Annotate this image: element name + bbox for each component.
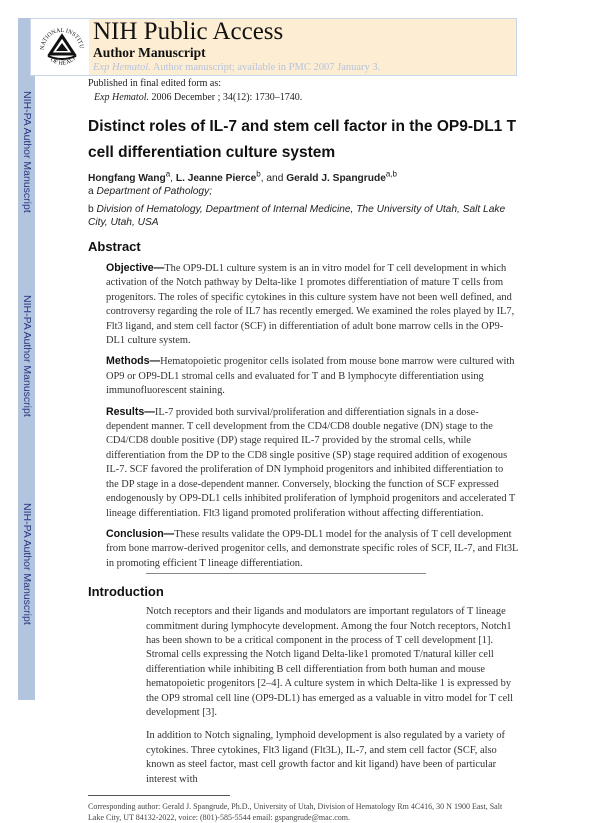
section-label: Results—: [106, 405, 155, 418]
affiliation-text: Department of Pathology;: [96, 186, 213, 197]
author-affiliation-mark: a: [165, 169, 171, 179]
svg-text:OF HEALTH: OF HEALT: [48, 55, 78, 67]
nih-header: [30, 18, 517, 76]
author-name: Gerald J. Spangrude: [286, 173, 386, 184]
author-name: Hongfang Wang: [88, 173, 166, 184]
sidebar-label: NIH-PA Author Manuscript: [21, 295, 33, 417]
availability-line: [93, 61, 380, 74]
intro-paragraph: Notch receptors and their ligands and modulators are important regulators of T lineage commitment during lymphocyte development. Among the four Notch receptors, Notch1 has been shown to be a critical component in the process of T cell development [1]. Stromal cells expressing the Notch ligand Delta-like1 promoted T/natural killer cell differentiation while inhibiting B cell differentiation from both human and mouse hematopoietic progenitors [2–4]. A culture system in which Delta-like 1 is expressed by the OP9 stromal cell line (OP9-DL1) has emerged as a valuable in vitro model for T cell development [3].: [146, 606, 514, 718]
affiliation-b: [88, 203, 518, 229]
sidebar-label: NIH-PA Author Manuscript: [21, 503, 33, 625]
sidebar-label: NIH-PA Author Manuscript: [21, 91, 33, 213]
section-text: IL-7 provided both survival/proliferation and differentiation signals in a dose-dependent manner. T cell development from the CD4/CD8 double negative (DN) stage to the CD4/CD8 double positive (DP) stage required IL-7 provided by the stromal cells, while differentiation from the DP to the CD8 single positive (SP) stage required addition of exogenous IL-7. SCF favored the proliferation of DN lymphoid progenitors and inhibited differentiation to the DP stage in a dose-dependent manner. Conversely, blocking the function of SCF expressed endogenously by OP9-DL1 cells inhibited proliferation of lymphoid progenitors and accelerated T lineage differentiation. Flt3 ligand promoted proliferation without affecting differentiation.: [106, 406, 516, 519]
section-label: Methods—: [106, 355, 161, 368]
published-label: Published in final edited form as:: [88, 78, 222, 89]
publication-info: [88, 77, 518, 105]
abstract-heading: Abstract: [88, 239, 141, 254]
abstract-results: [106, 405, 518, 521]
author-separator: ,: [170, 173, 176, 184]
corresponding-author-footnote: Corresponding author: Gerald J. Spangrude, Ph.D., University of Utah, Division of Hematology Rm 4C416, 30 N 1900 East, Salt Lake City, UT 84132-2022, voice: (801)-585-5544 email: gspangrude@mac.com.: [88, 802, 503, 822]
citation: [88, 91, 518, 105]
article-title: Distinct roles of IL-7 and stem cell factor in the OP9-DL1 T cell differentiation culture system: [88, 118, 517, 161]
author-affiliation-mark: a,b: [385, 169, 397, 179]
citation-details: 2006 December ; 34(12): 1730–1740.: [149, 92, 303, 103]
author-name: L. Jeanne Pierce: [175, 173, 257, 184]
author-separator: , and: [260, 173, 287, 184]
svg-text:NATIONAL INSTITUTES: NATIONAL INSTITU: [39, 27, 85, 51]
divider: [146, 573, 426, 574]
header-banner: [89, 19, 516, 75]
intro-paragraph: In addition to Notch signaling, lymphoid development is also regulated by a variety of cytokines. Three cytokines, Flt3 ligand (Flt3L), IL-7, and stem cell factor (SCF, also known as steel factor, mast cell growth factor and kit ligand) have been of particular interest with: [146, 730, 505, 785]
affiliation-mark: b: [88, 204, 97, 215]
header-subtitle: Author Manuscript: [93, 45, 206, 60]
footnote-divider: [88, 795, 230, 796]
nih-logo: [36, 20, 88, 74]
affiliation-mark: a: [88, 186, 97, 197]
journal-name: Exp Hematol.: [93, 62, 151, 73]
introduction-heading: Introduction: [88, 584, 164, 600]
author-affiliation-mark: b: [256, 169, 261, 179]
section-label: Objective—: [106, 262, 165, 274]
affiliation-a: [88, 185, 518, 198]
abstract-objective: [106, 261, 518, 348]
abstract-methods: [106, 354, 518, 398]
affiliation-text: Division of Hematology, Department of Internal Medicine, The University of Utah, Salt Lake City, Utah, USA: [88, 204, 506, 228]
article-body: [88, 77, 518, 823]
section-text: Hematopoietic progenitor cells isolated from mouse bone marrow were cultured with OP9 or OP9-DL1 stromal cells and evaluated for T and B lymphocyte differentiation using immunofluorescent staining.: [106, 356, 515, 397]
availability-text: Author manuscript; available in PMC 2007 January 3.: [150, 62, 381, 73]
header-title: NIH Public Access: [93, 19, 284, 45]
section-text: These results validate the OP9-DL1 model for the analysis of T cell development from bone marrow-derived progenitor cells, and demonstrate specific roles of SCF, IL-7, and Flt3L in promoting efficient T lineage differentiation.: [106, 528, 518, 569]
abstract-conclusion: [106, 527, 518, 571]
section-text: The OP9-DL1 culture system is an in vitro model for T cell development in which activation of the Notch pathway by Delta-like 1 promotes differentiation of mature T cells from progenitors. The roles of specific cytokines in this culture system have not been well defined, and controversy regarding the role of IL7 has recently emerged. We examined the roles played by IL7, Flt3 ligand, and stem cell factor (SCF) in differentiation of adult bone marrow cells in the OP9-DL1 culture system.: [106, 263, 515, 347]
nih-pa-sidebar: [18, 18, 35, 700]
author-list: [88, 169, 518, 198]
section-label: Conclusion—: [106, 527, 175, 540]
citation-journal: Exp Hematol.: [94, 92, 149, 103]
